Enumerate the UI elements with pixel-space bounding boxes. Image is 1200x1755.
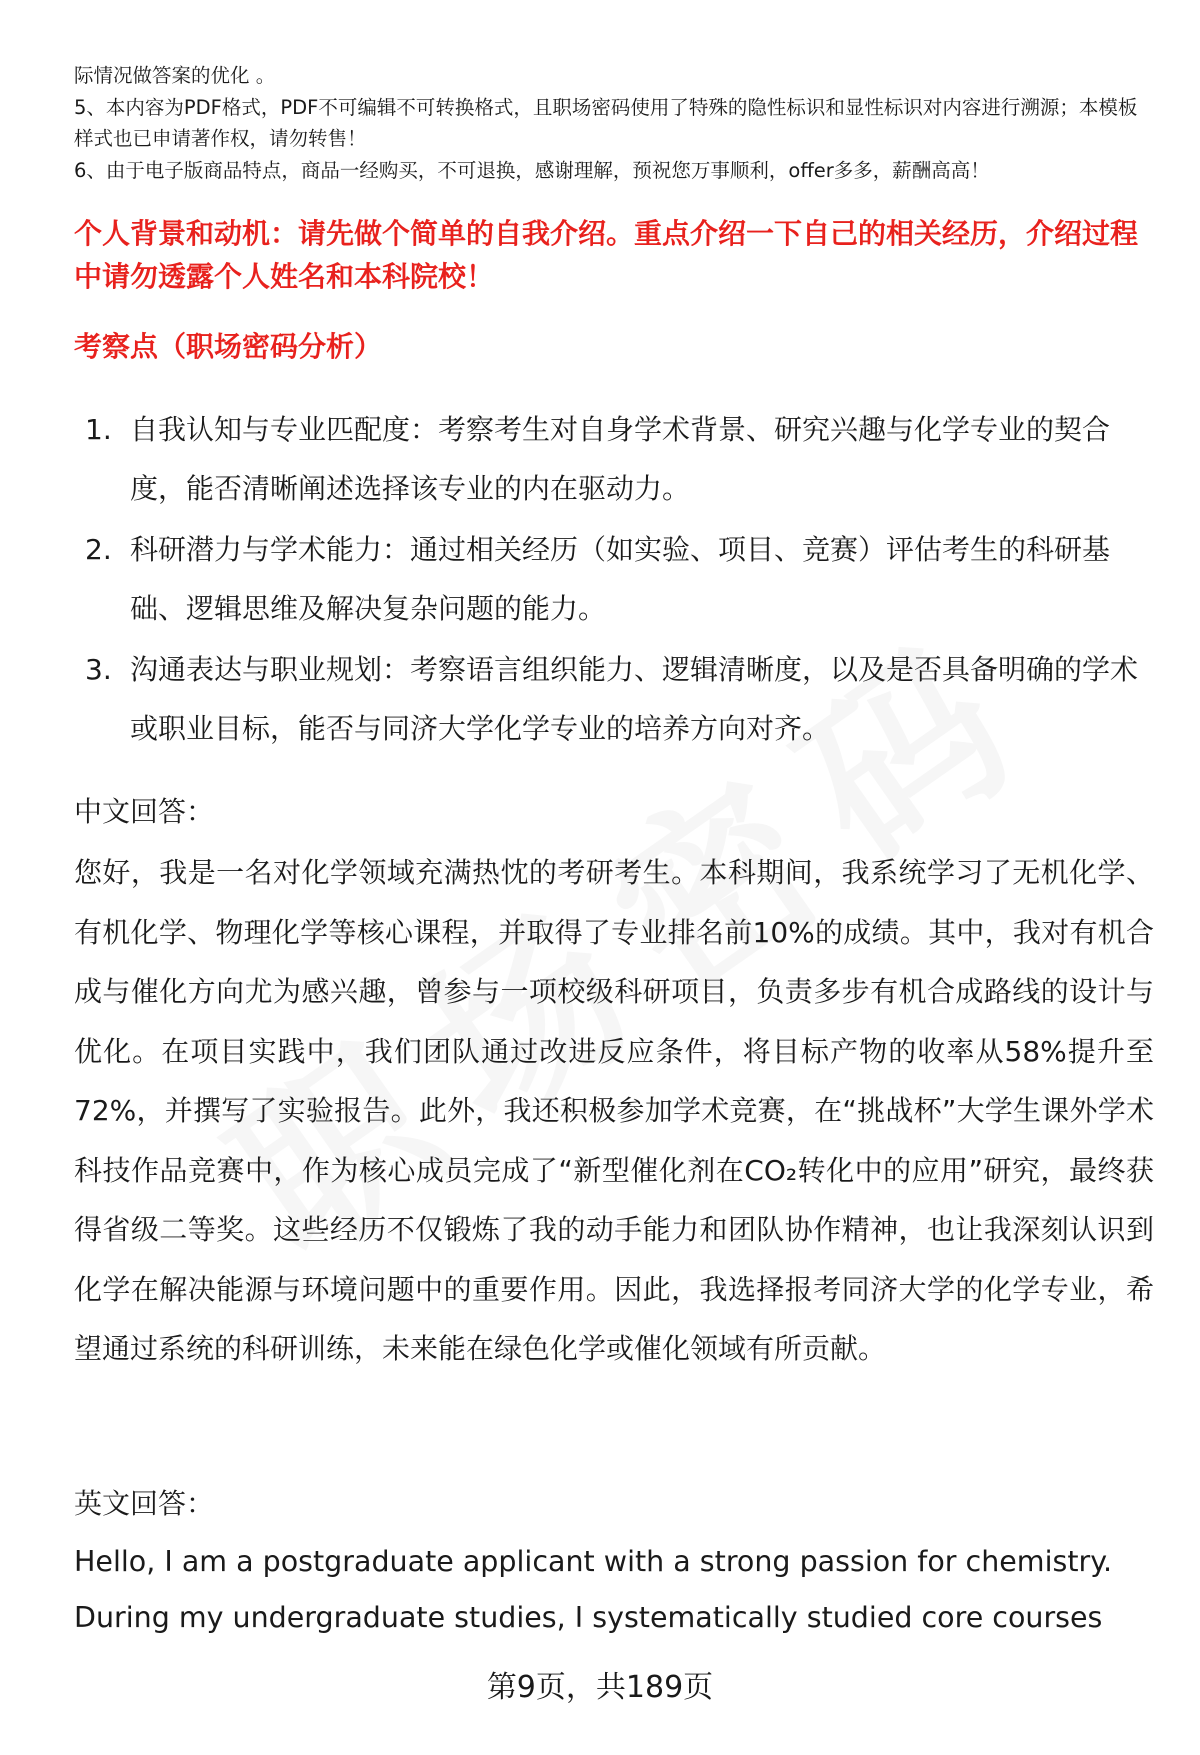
list-item (85, 640, 1145, 758)
assessment-points-list (85, 400, 1145, 760)
note-line: 际情况做答案的优化 。 (74, 64, 276, 87)
list-item (85, 520, 1145, 638)
list-text: 沟通表达与职业规划：考察语言组织能力、逻辑清晰度，以及是否具备明确的学术或职业目标，能否与同济大学化学专业的培养方向对齐。 (130, 653, 1139, 745)
english-answer-line: During my undergraduate studies, I systematically studied core courses (74, 1601, 1103, 1634)
chinese-answer-text: 您好，我是一名对化学领域充满热忱的考研考生。本科期间，我系统学习了无机化学、有机化学、物理化学等核心课程，并取得了专业排名前10%的成绩。其中，我对有机合成与催化方向尤为感兴趣，曾参与一项校级科研项目，负责多步有机合成路线的设计与优化。在项目实践中，我们团队通过改进反应条件，将目标产物的收率从58%提升至72%，并撰写了实验报告。此外，我还积极参加学术竞赛，在“挑战杯”大学生课外学术科技作品竞赛中，作为核心成员完成了“新型催化剂在CO₂转化中的应用”研究，最终获得省级二等奖。这些经历不仅锻炼了我的动手能力和团队协作精神，也让我深刻认识到化学在解决能源与环境问题中的重要作用。因此，我选择报考同济大学的化学专业，希望通过系统的科研训练，未来能在绿色化学或催化领域有所贡献。 (74, 856, 1154, 1365)
english-answer-line: Hello, I am a postgraduate applicant with a strong passion for chemistry. (74, 1545, 1113, 1578)
english-answer-label: 英文回答： (74, 1487, 215, 1520)
question-heading: 个人背景和动机：请先做个简单的自我介绍。重点介绍一下自己的相关经历，介绍过程中请勿透露个人姓名和本科院校！ (74, 217, 1139, 293)
list-number: 3. (85, 653, 112, 686)
list-item (85, 400, 1145, 518)
notes-block (74, 60, 1154, 186)
list-number: 1. (85, 413, 112, 446)
list-text: 科研潜力与学术能力：通过相关经历（如实验、项目、竞赛）评估考生的科研基础、逻辑思维及解决复杂问题的能力。 (130, 533, 1111, 625)
english-answer-text (74, 1534, 1154, 1646)
chinese-answer-label: 中文回答： (74, 795, 215, 828)
page-number: 第9页，共189页 (486, 1670, 714, 1705)
note-line: 5、本内容为PDF格式，PDF不可编辑不可转换格式，且职场密码使用了特殊的隐性标识和显性标识对内容进行溯源；本模板样式也已申请著作权，请勿转售！ (74, 95, 1138, 150)
note-line: 6、由于电子版商品特点，商品一经购买，不可退换，感谢理解，预祝您万事顺利，offer多多，薪酬高高！ (74, 158, 990, 182)
list-text: 自我认知与专业匹配度：考察考生对自身学术背景、研究兴趣与化学专业的契合度，能否清晰阐述选择该专业的内在驱动力。 (130, 413, 1111, 505)
points-heading: 考察点（职场密码分析） (74, 330, 383, 363)
list-number: 2. (85, 533, 112, 566)
